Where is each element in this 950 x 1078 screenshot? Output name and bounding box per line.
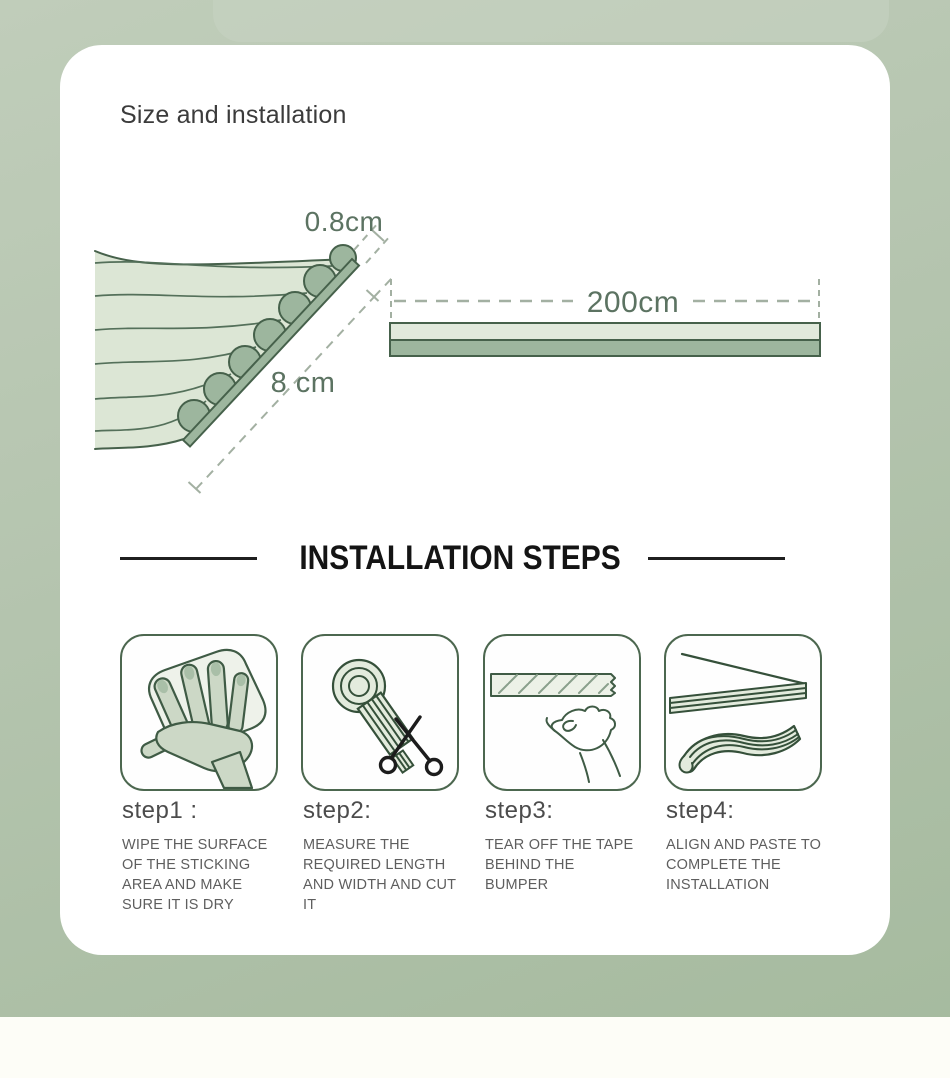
heading-rule-right: [648, 557, 785, 560]
section-title: Size and installation: [120, 101, 347, 129]
width-label: 8 cm: [270, 367, 336, 399]
step1-label: step1 :: [122, 797, 198, 824]
bumper-strip-illustration: [95, 245, 359, 449]
installation-steps-heading: INSTALLATION STEPS: [299, 539, 621, 577]
heading-rule-left: [120, 557, 257, 560]
hand-wiping-surface-icon: [122, 636, 276, 789]
scissors-cutting-strip-icon: [303, 636, 457, 789]
step1-box: [120, 634, 278, 791]
step1-description: WIPE THE SURFACE OF THE STICKING AREA AND MAKE SURE IT IS DRY: [122, 837, 268, 913]
step2-label: step2:: [303, 797, 372, 824]
strip-bar-illustration: [390, 323, 820, 356]
strip-align-paste-icon: [666, 636, 820, 789]
step3-description: TEAR OFF THE TAPE BEHIND THE BUMPER: [485, 837, 634, 893]
size-diagram: [85, 190, 845, 510]
previous-section-edge: [213, 0, 889, 42]
step2-box: [301, 634, 459, 791]
step3-label: step3:: [485, 797, 554, 824]
thickness-label: 0.8cm: [304, 206, 384, 237]
step4-label: step4:: [666, 797, 735, 824]
length-label: 200cm: [586, 286, 680, 319]
hand-tearing-tape-icon: [485, 636, 639, 789]
step4-box: [664, 634, 822, 791]
step3-box: [483, 634, 641, 791]
step2-description: MEASURE THE REQUIRED LENGTH AND WIDTH AND CUT IT: [303, 837, 456, 913]
step4-description: ALIGN AND PASTE TO COMPLETE THE INSTALLATION: [666, 837, 822, 893]
bottom-page-gap: [0, 1017, 950, 1078]
